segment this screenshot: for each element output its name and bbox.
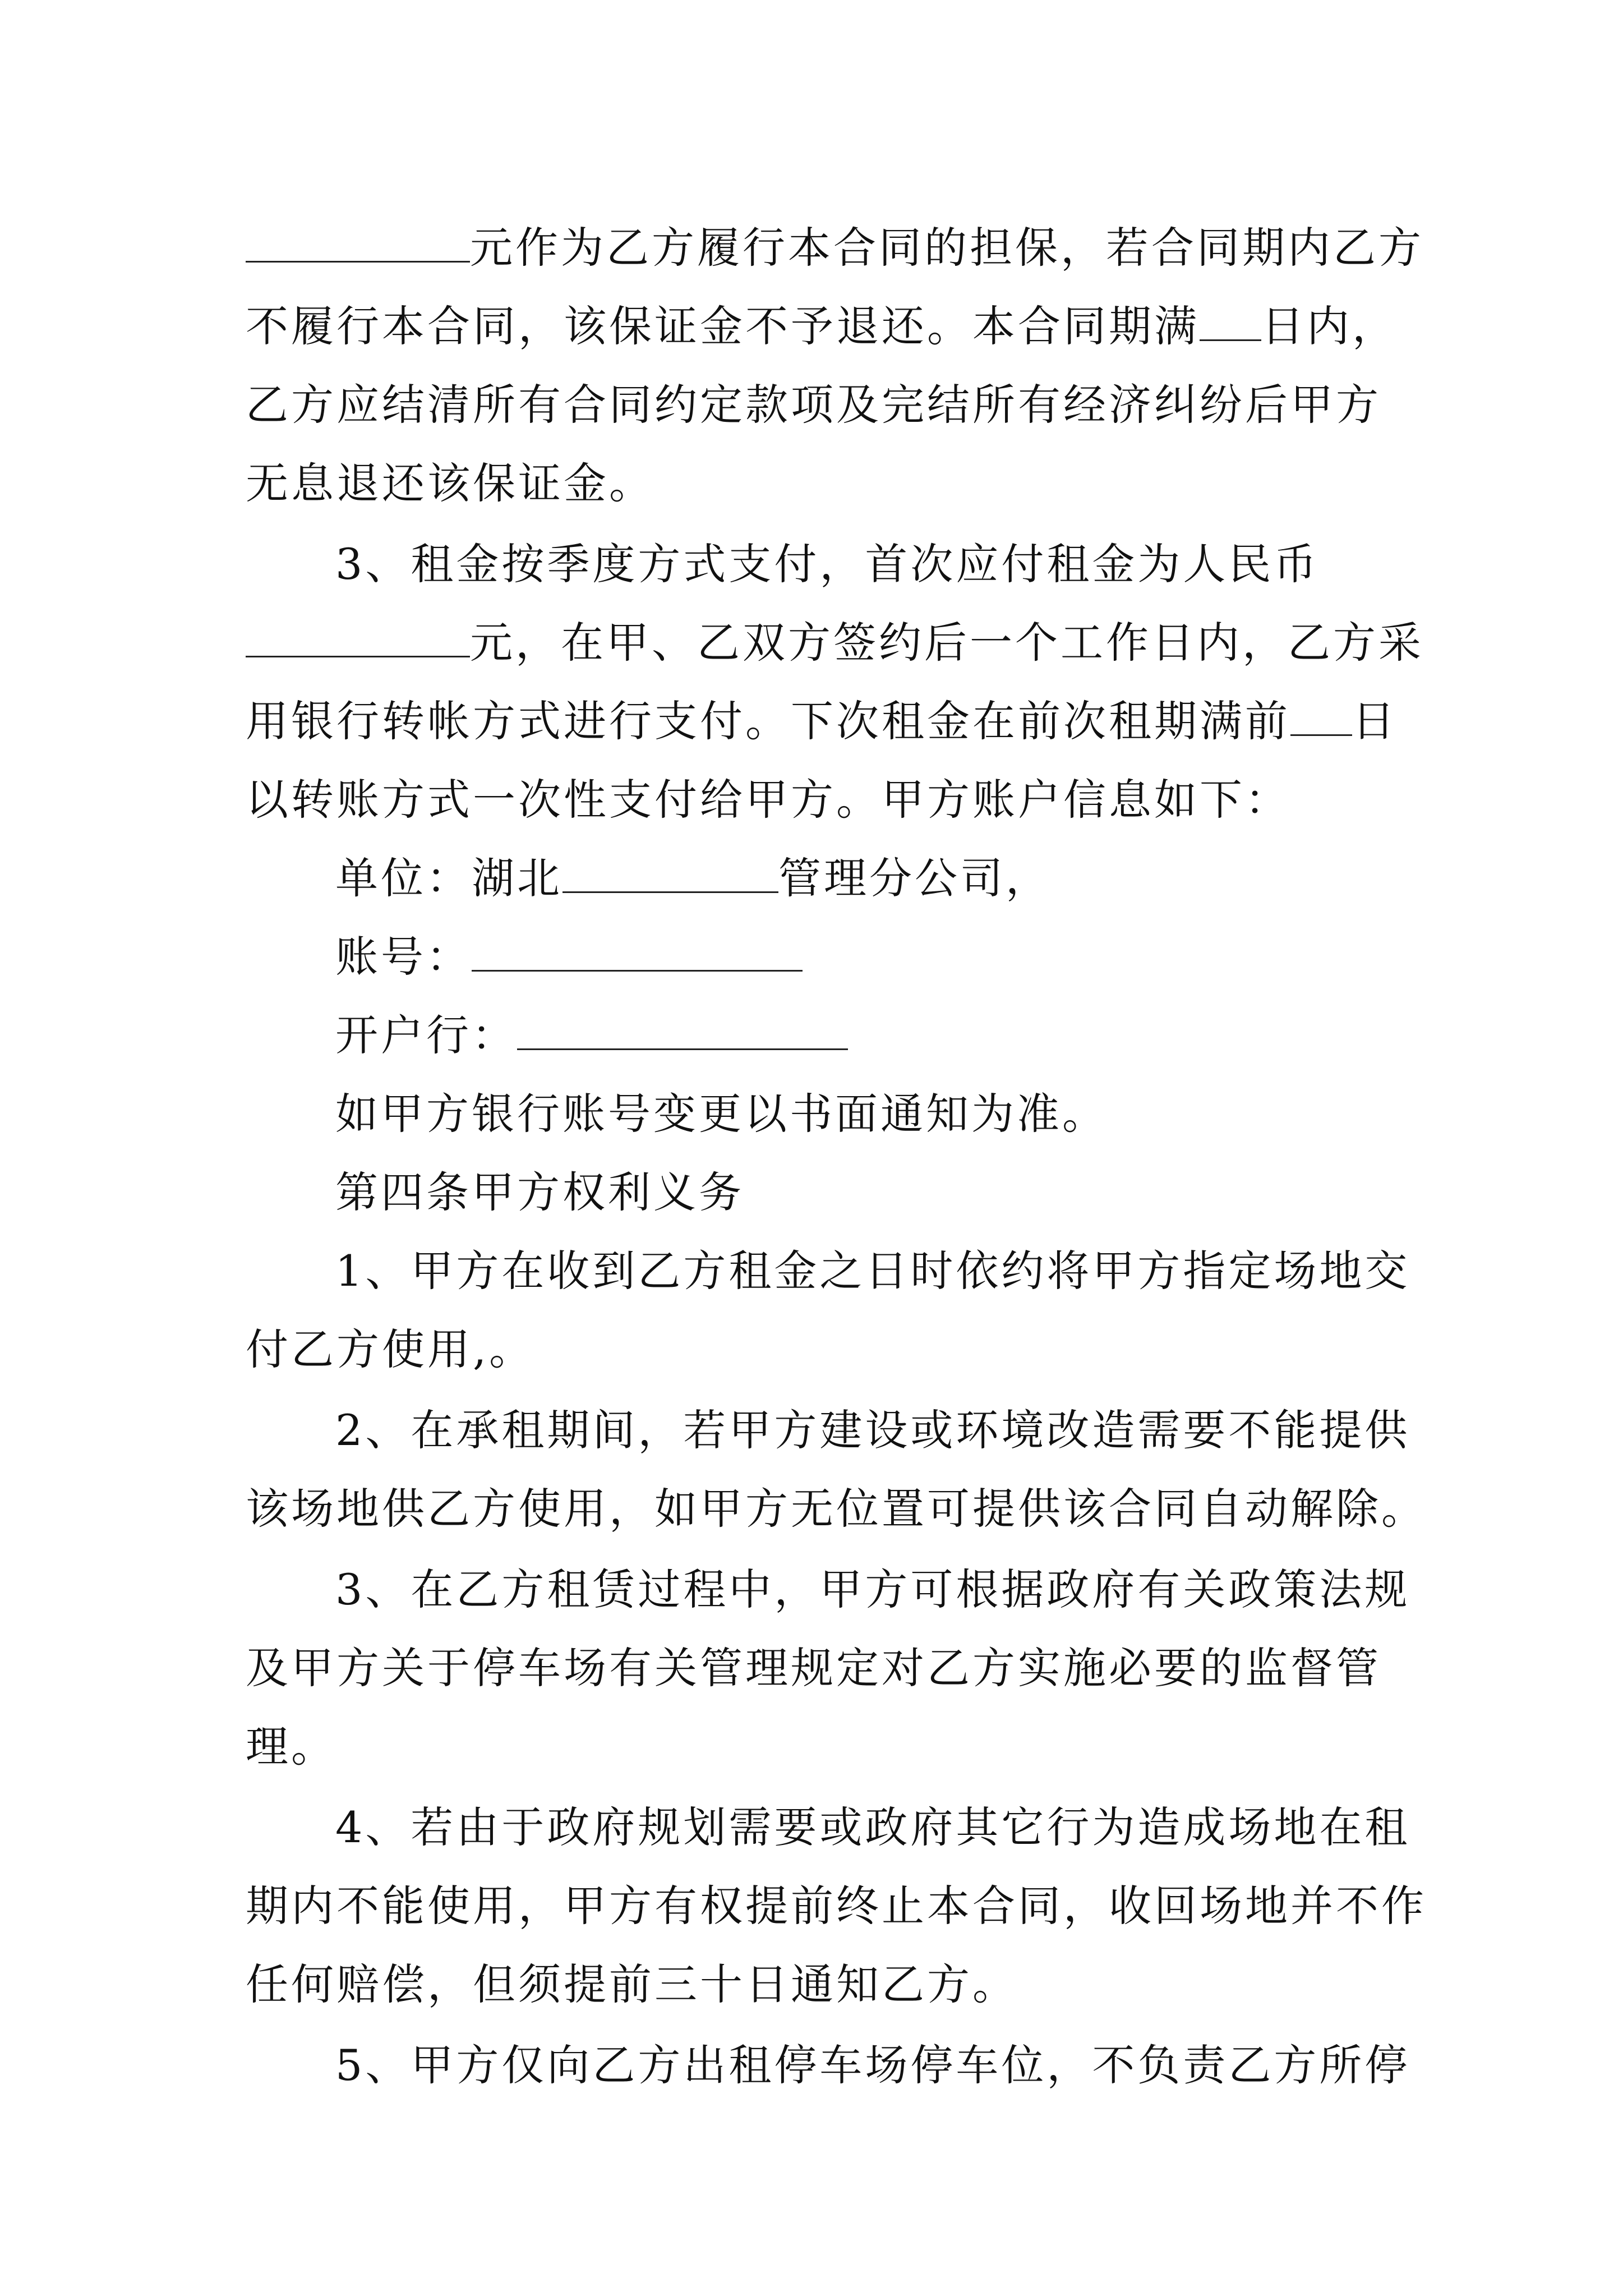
text-line: 5、甲方仅向乙方出租停车场停车位，不负责乙方所停 xyxy=(335,2040,1410,2090)
text-line xyxy=(246,287,1398,366)
text-span: 用银行转帐方式进行支付。下次租金在前次租期满前 xyxy=(246,696,1290,746)
text-line xyxy=(246,209,1424,287)
text-span: 开户行： xyxy=(335,1010,517,1060)
text-span: 不履行本合同，该保证金不予退还。本合同期满 xyxy=(246,301,1200,351)
text-span: 元，在甲、乙双方签约后一个工作日内，乙方采 xyxy=(470,618,1424,668)
text-line: 以转账方式一次性支付给甲方。甲方账户信息如下： xyxy=(246,775,1290,825)
blank-line xyxy=(1290,695,1352,736)
blank-line xyxy=(472,931,803,972)
text-line: 任何赔偿，但须提前三十日通知乙方。 xyxy=(246,1959,1018,2009)
text-line: 乙方应结清所有合同约定款项及完结所有经济纠纷后甲方 xyxy=(246,380,1381,430)
blank-line xyxy=(562,852,778,893)
text-line: 理。 xyxy=(246,1722,336,1772)
text-line: 4、若由于政府规划需要或政府其它行为造成场地在租 xyxy=(335,1802,1410,1852)
text-line: 3、在乙方租赁过程中，甲方可根据政府有关政策法规 xyxy=(335,1565,1410,1614)
text-span: 日内， xyxy=(1261,301,1398,351)
text-line: 该场地供乙方使用，如甲方无位置可提供该合同自动解除。 xyxy=(246,1484,1427,1534)
text-line: 3、租金按季度方式支付，首次应付租金为人民币 xyxy=(335,539,1320,589)
text-line xyxy=(246,604,1424,682)
blank-line xyxy=(1200,300,1261,341)
text-span: 单位：湖北 xyxy=(335,853,562,903)
account-bank xyxy=(246,996,1395,1075)
account-note: 如甲方银行账号变更以书面通知为准。 xyxy=(335,1089,1108,1139)
account-number xyxy=(246,918,1395,996)
text-line: 无息退还该保证金。 xyxy=(246,458,654,508)
text-span: 管理分公司， xyxy=(778,853,1051,903)
text-line: 及甲方关于停车场有关管理规定对乙方实施必要的监督管 xyxy=(246,1643,1381,1693)
text-line: 付乙方使用,。 xyxy=(246,1324,535,1374)
text-line xyxy=(246,682,1398,761)
blank-line xyxy=(246,616,470,657)
blank-line xyxy=(246,222,470,263)
text-span: 日 xyxy=(1352,696,1398,746)
text-line: 2、在承租期间，若甲方建设或环境改造需要不能提供 xyxy=(335,1405,1410,1455)
text-span: 账号： xyxy=(335,932,472,982)
blank-line xyxy=(517,1009,848,1050)
text-line: 期内不能使用，甲方有权提前终止本合同，收回场地并不作 xyxy=(246,1881,1427,1931)
document-page xyxy=(246,209,1427,2105)
section-title: 第四条甲方权利义务 xyxy=(335,1167,744,1217)
text-line: 1、甲方在收到乙方租金之日时依约将甲方指定场地交 xyxy=(335,1246,1410,1296)
account-unit xyxy=(246,839,1395,918)
text-span: 元作为乙方履行本合同的担保，若合同期内乙方 xyxy=(470,223,1424,273)
